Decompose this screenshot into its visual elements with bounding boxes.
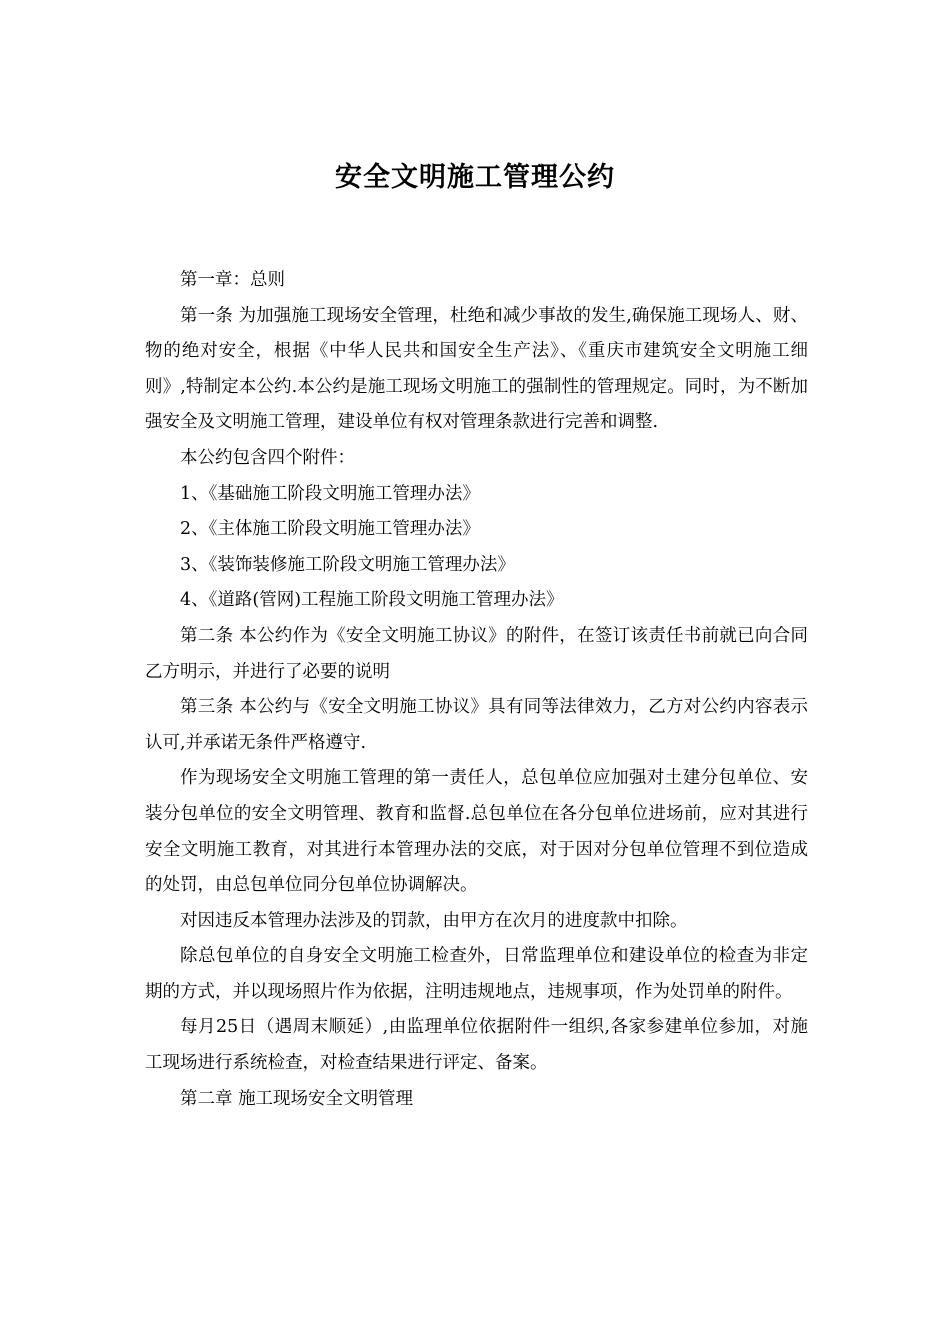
paragraph: 除总包单位的自身安全文明施工检查外，日常监理单位和建设单位的检查为非定期的方式，并以现场照片作为依据，注明违规地点，违规事项，作为处罚单的附件。 [145,946,808,1002]
list-item: 4、《道路(管网)工程施工阶段文明施工管理办法》 [180,590,564,611]
paragraph: 第二条 本公约作为《安全文明施工协议》的附件，在签订该责任书前就已向合同乙方明示，并进行了必要的说明 [145,625,808,682]
document-body [145,263,808,1117]
paragraph: 第一条 为加强施工现场安全管理，杜绝和减少事故的发生,确保施工现场人、财、物的绝对安全，根据《中华人民共和国安全生产法》、《重庆市建筑安全文明施工细则》,特制定本公约.本公约是施工现场文明施工的强制性的管理规定。同时，为不断加强安全及文明施工管理，建设单位有权对管理条款进行完善和调整. [145,305,808,433]
paragraph: 对因违反本管理办法涉及的罚款，由甲方在次月的进度款中扣除。 [180,910,688,931]
chapter-heading: 第一章：总则 [180,270,285,290]
list-item: 3、《装饰装修施工阶段文明施工管理办法》 [180,554,515,575]
document-title: 安全文明施工管理公约 [335,162,615,193]
list-item: 1、《基础施工阶段文明施工管理办法》 [180,483,480,504]
list-item: 2、《主体施工阶段文明施工管理办法》 [180,519,480,540]
paragraph: 每月25日（遇周末顺延）,由监理单位依据附件一组织,各家参建单位参加，对施工现场进行系统检查，对检查结果进行评定、备案。 [145,1017,808,1074]
paragraph: 第三条 本公约与《安全文明施工协议》具有同等法律效力，乙方对公约内容表示认可,并承诺无条件严格遵守. [145,697,808,753]
paragraph: 作为现场安全文明施工管理的第一责任人，总包单位应加强对土建分包单位、安装分包单位的安全文明管理、教育和监督.总包单位在各分包单位进场前，应对其进行安全文明施工教育，对其进行本管理办法的交底，对于因对分包单位管理不到位造成的处罚，由总包单位同分包单位协调解决。 [145,768,808,896]
paragraph: 本公约包含四个附件： [180,447,355,468]
chapter-heading: 第二章 施工现场安全文明管理 [180,1088,414,1109]
